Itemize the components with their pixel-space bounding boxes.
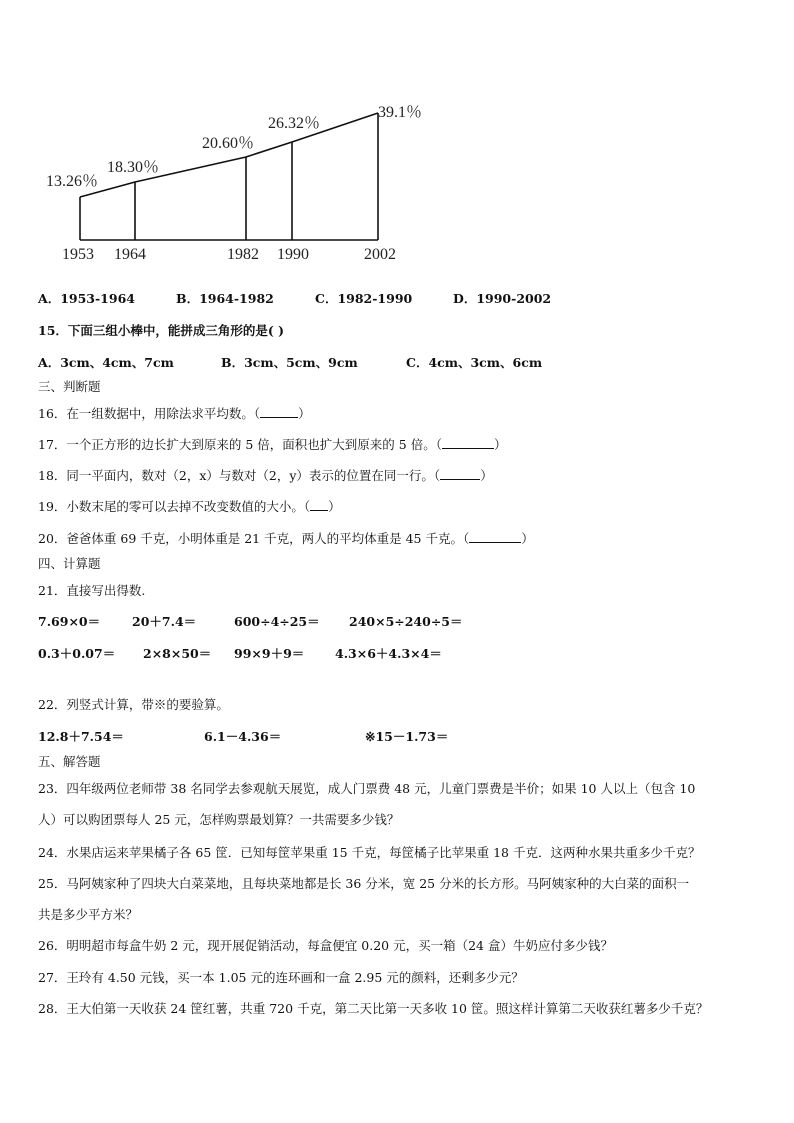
q25-line2: 共是多少平方米？ — [38, 907, 139, 922]
chart-tick-label: 1982 — [227, 246, 259, 263]
q18-answer-blank[interactable] — [440, 467, 480, 480]
q20-line — [38, 530, 534, 547]
q27-line: 27．王玲有 4.50 元钱，买一本 1.05 元的连环画和一盒 2.95 元的颜料，还剩多少元？ — [38, 970, 524, 985]
chart-value-label: 39.1％ — [378, 104, 423, 121]
q15-option-a: A．3cm、4cm、7cm — [38, 355, 174, 370]
chart-svg — [0, 0, 794, 280]
q16-text: 16．在一组数据中，用除法求平均数。（ — [38, 406, 261, 421]
q26-line: 26．明明超市每盒牛奶 2 元，现开展促销活动，每盒便宜 0.20 元，买一箱（24 盒）牛奶应付多少钱？ — [38, 938, 613, 953]
chart-tick-label: 1990 — [277, 246, 309, 263]
chart-tick-label: 2002 — [364, 246, 396, 263]
chart-value-label: 20.60％ — [202, 135, 255, 152]
q22-stem: 22．列竖式计算，带※的要验算。 — [38, 697, 229, 712]
chart-tick-label: 1964 — [114, 246, 146, 263]
q28-line: 28．王大伯第一天收获 24 筐红薯，共重 720 千克，第二天比第一天多收 10 筐。照这样计算第二天收获红薯多少千克？ — [38, 1001, 709, 1016]
section-title-word-problems: 五、解答题 — [38, 754, 101, 769]
q20-text: 20．爸爸体重 69 千克，小明体重是 21 千克，两人的平均体重是 45 千克。（ — [38, 531, 470, 546]
q23-line1: 23．四年级两位老师带 38 名同学去参观航天展览，成人门票费 48 元，儿童门票费是半价；如果 10 人以上（包含 10 — [38, 781, 696, 796]
q15-option-b: B．3cm、5cm、9cm — [221, 355, 358, 370]
q19-answer-blank[interactable] — [310, 498, 328, 511]
q20-close: ） — [521, 531, 534, 546]
q21-row2-item3: 99×9＋9＝ — [234, 646, 305, 661]
q23-line2: 人）可以购团票每人 25 元，怎样购票最划算？一共需要多少钱？ — [38, 812, 400, 827]
q22-item3: ※15－1.73＝ — [365, 729, 449, 744]
q21-row1-item4: 240×5÷240÷5＝ — [349, 614, 463, 629]
q21-row2-item2: 2×8×50＝ — [143, 646, 212, 661]
q19-text: 19．小数末尾的零可以去掉不改变数值的大小。（ — [38, 499, 311, 514]
chart-value-label: 13.26％ — [46, 173, 99, 190]
q17-text: 17．一个正方形的边长扩大到原来的 5 倍，面积也扩大到原来的 5 倍。（ — [38, 437, 442, 452]
q17-answer-blank[interactable] — [442, 436, 494, 449]
q20-answer-blank[interactable] — [469, 530, 521, 543]
q21-row1-item2: 20＋7.4＝ — [132, 614, 197, 629]
chart-value-label: 18.30％ — [107, 159, 160, 176]
q22-item2: 6.1－4.36＝ — [204, 729, 282, 744]
chart-value-label: 26.32％ — [268, 115, 321, 132]
q16-answer-blank[interactable] — [260, 405, 298, 418]
q18-close: ） — [480, 468, 493, 483]
q18-text: 18．同一平面内，数对（2，x）与数对（2，y）表示的位置在同一行。（ — [38, 468, 441, 483]
q15-option-c: C．4cm、3cm、6cm — [406, 355, 543, 370]
q21-row1-item1: 7.69×0＝ — [38, 614, 101, 629]
q25-line1: 25．马阿姨家种了四块大白菜菜地，且每块菜地都是长 36 分米，宽 25 分米的长方形。马阿姨家种的大白菜的面积一 — [38, 876, 690, 891]
q17-close: ） — [493, 437, 507, 452]
q21-row1-item3: 600÷4÷25＝ — [234, 614, 320, 629]
q16-close: ） — [298, 406, 311, 421]
section-title-judgement: 三、判断题 — [38, 379, 101, 394]
q22-item1: 12.8＋7.54＝ — [38, 729, 124, 744]
q21-row2-item4: 4.3×6＋4.3×4＝ — [335, 646, 442, 661]
q16-line — [38, 405, 311, 422]
q21-stem: 21．直接写出得数. — [38, 583, 146, 598]
chart-series-line — [80, 113, 378, 197]
q15-stem: 15．下面三组小棒中，能拼成三角形的是( ) — [38, 323, 285, 338]
q14-option-d: D．1990-2002 — [453, 291, 552, 306]
section-title-calculation: 四、计算题 — [38, 556, 101, 571]
chart-tick-label: 1953 — [62, 246, 94, 263]
q17-line — [38, 436, 506, 453]
q19-line — [38, 498, 341, 515]
q19-close: ） — [328, 499, 341, 514]
q14-option-b: B．1964-1982 — [176, 291, 274, 306]
q21-row2-item1: 0.3＋0.07＝ — [38, 646, 116, 661]
q24-line: 24．水果店运来苹果橘子各 65 筐．已知每筐苹果重 15 千克，每筐橘子比苹果重 18 千克．这两种水果共重多少千克？ — [38, 845, 701, 860]
q14-option-a: A．1953-1964 — [38, 291, 135, 306]
q18-line — [38, 467, 493, 484]
q14-option-c: C．1982-1990 — [315, 291, 413, 306]
growth-chart — [0, 0, 794, 280]
